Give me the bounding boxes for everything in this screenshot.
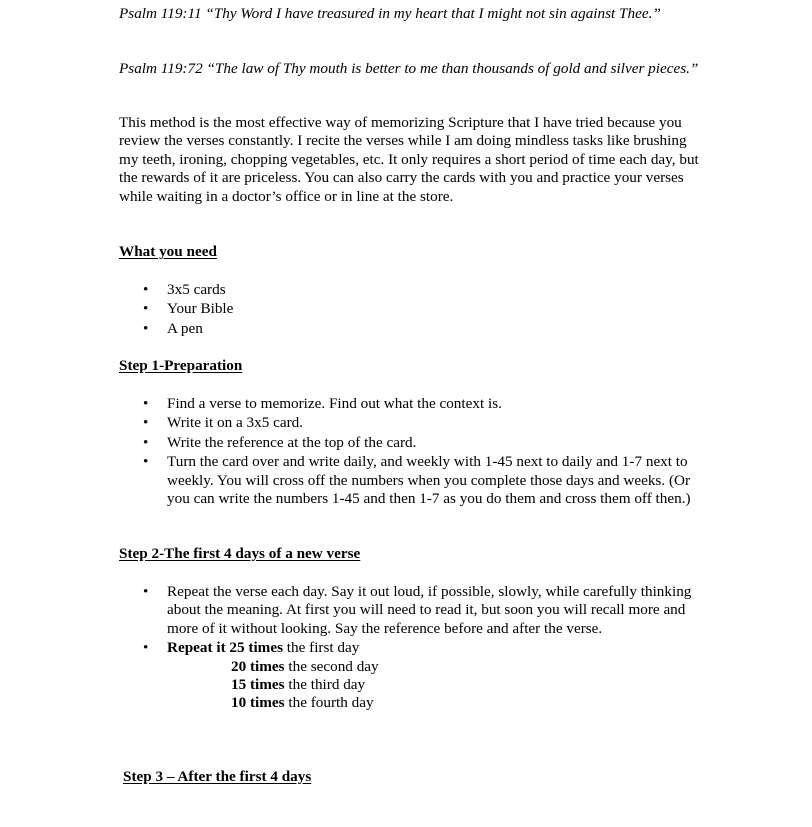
bullet-icon: • bbox=[143, 453, 149, 471]
quote-reference: Psalm 119:72 bbox=[119, 60, 203, 77]
bullet-icon: • bbox=[143, 433, 149, 451]
bullet-icon: • bbox=[143, 414, 149, 432]
repeat-line-3: 15 times the third day bbox=[231, 676, 366, 694]
list-item: • Write it on a 3x5 card. bbox=[143, 414, 304, 432]
need-list bbox=[143, 281, 703, 339]
quote-text: “Thy Word I have treasured in my heart that I might not sin against Thee.” bbox=[205, 5, 661, 22]
list-item: • Turn the card over and write daily, and weekly with 1-45 next to daily and 1-7 next to weekly. You will cross off the numbers when you complete those days and weeks. (Or you can write the numbers 1-45 and then 1-7 as you do them and cross them off then.) bbox=[143, 453, 691, 508]
quote-text: “The law of Thy mouth is better to me than thousands of gold and silver pieces.” bbox=[206, 60, 699, 77]
quote-psalm-119-11 bbox=[119, 5, 719, 23]
intro-paragraph: This method is the most effective way of memorizing Scripture that I have tried because you review the verses constantly. I recite the verses while I am doing mindless tasks like brushing my teeth, ironing, chopping vegetables, etc. It only requires a short period of time each day, but the rewards of it are priceless. You can also carry the cards with you and practice your verses while waiting in a doctor’s office or in line at the store. bbox=[119, 114, 699, 205]
heading-step-3: Step 3 – After the first 4 days bbox=[123, 768, 312, 785]
list-item: • 3x5 cards bbox=[143, 281, 226, 298]
list-item: • Write the reference at the top of the card. bbox=[143, 433, 417, 451]
step2-list bbox=[143, 583, 703, 714]
quote-reference: Psalm 119:11 bbox=[119, 5, 202, 22]
list-item: • Your Bible bbox=[143, 300, 234, 318]
bullet-icon: • bbox=[143, 300, 149, 318]
repeat-line-1: Repeat it 25 times the first day bbox=[167, 639, 360, 657]
bullet-icon: • bbox=[143, 319, 149, 337]
heading-step-1: Step 1-Preparation bbox=[119, 357, 243, 374]
quote-psalm-119-72 bbox=[119, 60, 719, 78]
bullet-icon: • bbox=[143, 583, 149, 600]
repeat-line-4: 10 times the fourth day bbox=[231, 694, 374, 712]
step1-list bbox=[143, 395, 703, 509]
bullet-icon: • bbox=[143, 281, 149, 298]
list-item: • Repeat the verse each day. Say it out loud, if possible, slowly, while carefully thinking about the meaning. At first you will need to read it, but soon you will recall more and more of it without looking. Say the reference before and after the verse. bbox=[143, 583, 692, 637]
list-item bbox=[143, 639, 703, 713]
bullet-icon: • bbox=[143, 639, 149, 657]
list-item: • A pen bbox=[143, 319, 203, 337]
heading-what-you-need: What you need bbox=[119, 243, 217, 260]
repeat-line-2: 20 times the second day bbox=[231, 657, 379, 675]
bullet-icon: • bbox=[143, 395, 149, 412]
heading-step-2: Step 2-The first 4 days of a new verse bbox=[119, 545, 361, 562]
list-item: • Find a verse to memorize. Find out what the context is. bbox=[143, 395, 502, 412]
